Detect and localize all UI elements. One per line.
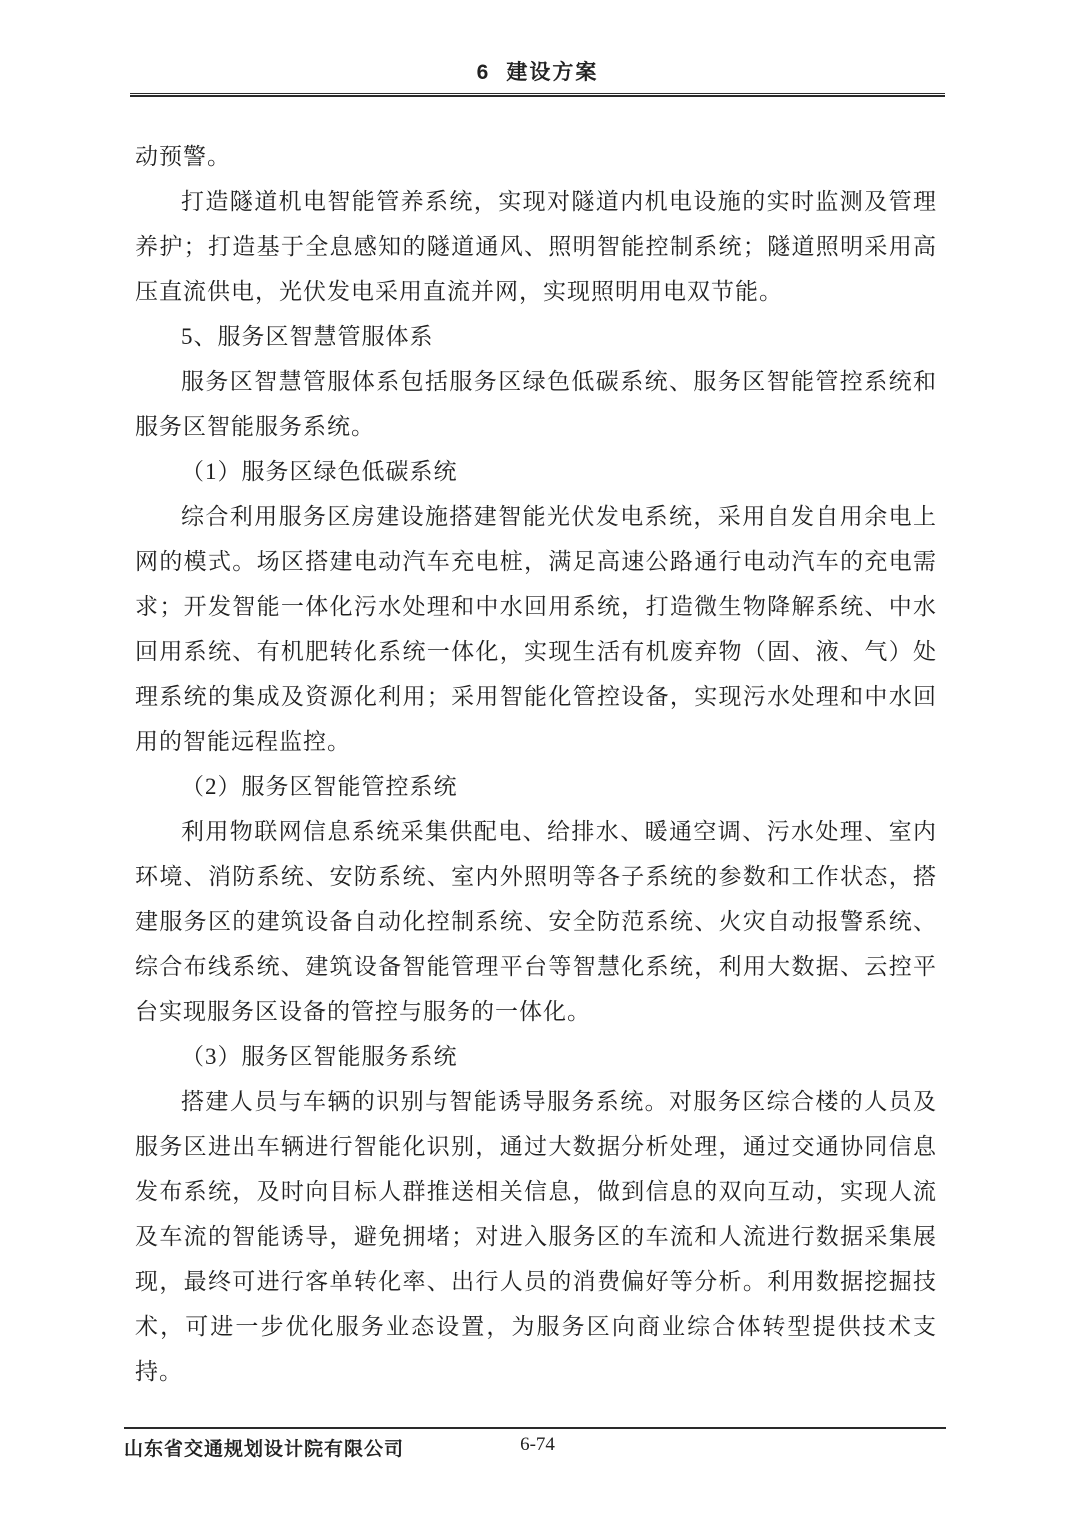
heading-level-4: （1）服务区绿色低碳系统	[181, 459, 458, 484]
page-header	[130, 56, 945, 86]
header-section-title: 建设方案	[506, 61, 599, 84]
paragraph: 利用物联网信息系统采集供配电、给排水、暖通空调、污水处理、室内环境、消防系统、安防系统、室内外照明等各子系统的参数和工作状态，搭建服务区的建筑设备自动化控制系统、安全防范系统、火灾自动报警系统、综合布线系统、建筑设备智能管理平台等智慧化系统，利用大数据、云控平台实现服务区设备的管控与服务的一体化。	[135, 819, 937, 1024]
heading-level-4: （2）服务区智能管控系统	[181, 774, 458, 799]
heading-level-3: 5、服务区智慧管服体系	[181, 324, 434, 349]
paragraph: 服务区智慧管服体系包括服务区绿色低碳系统、服务区智能管控系统和服务区智能服务系统。	[135, 369, 937, 439]
footer-page-number: 6-74	[520, 1434, 555, 1455]
heading-level-4: （3）服务区智能服务系统	[181, 1044, 458, 1069]
paragraph: 综合利用服务区房建设施搭建智能光伏发电系统，采用自发自用余电上网的模式。场区搭建电动汽车充电桩，满足高速公路通行电动汽车的充电需求；开发智能一体化污水处理和中水回用系统，打造微生物降解系统、中水回用系统、有机肥转化系统一体化，实现生活有机废弃物（固、液、气）处理系统的集成及资源化利用；采用智能化管控设备，实现污水处理和中水回用的智能远程监控。	[135, 504, 937, 754]
paragraph: 打造隧道机电智能管养系统，实现对隧道内机电设施的实时监测及管理养护；打造基于全息感知的隧道通风、照明智能控制系统；隧道照明采用高压直流供电，光伏发电采用直流并网，实现照明用电双节能。	[135, 189, 937, 304]
footer-divider	[124, 1427, 946, 1429]
document-body	[135, 134, 937, 1394]
paragraph: 动预警。	[135, 144, 231, 169]
header-divider	[130, 93, 945, 97]
footer-company-name: 山东省交通规划设计院有限公司	[124, 1439, 405, 1460]
header-section-number: 6	[476, 61, 489, 84]
paragraph: 搭建人员与车辆的识别与智能诱导服务系统。对服务区综合楼的人员及服务区进出车辆进行智能化识别，通过大数据分析处理，通过交通协同信息发布系统，及时向目标人群推送相关信息，做到信息的双向互动，实现人流及车流的智能诱导，避免拥堵；对进入服务区的车流和人流进行数据采集展现，最终可进行客单转化率、出行人员的消费偏好等分析。利用数据挖掘技术，可进一步优化服务业态设置，为服务区向商业综合体转型提供技术支持。	[135, 1089, 937, 1384]
